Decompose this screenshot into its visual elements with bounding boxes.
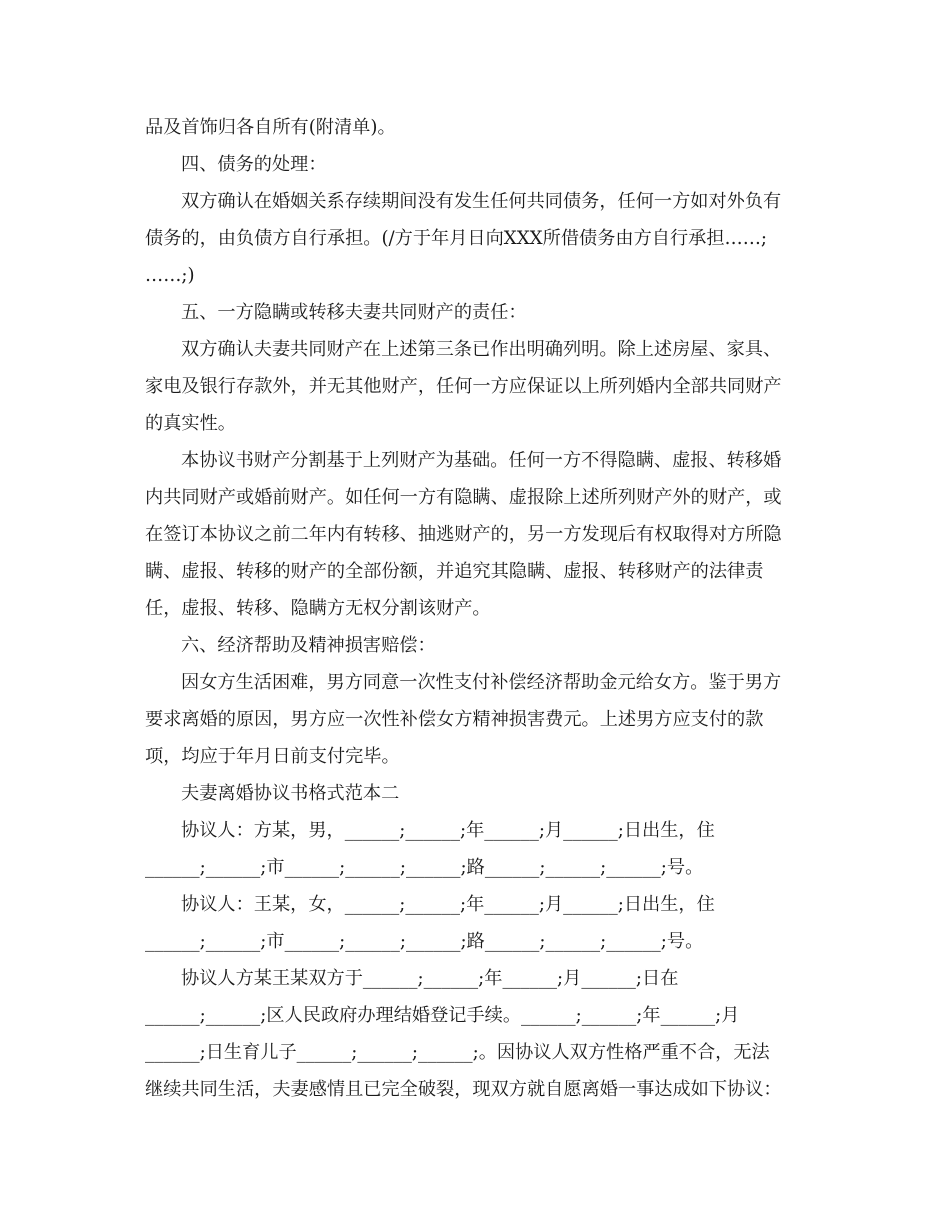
text-line: 因女方生活困难，男方同意一次性支付补偿经济帮助金元给女方。鉴于男方 (181, 672, 782, 693)
template-title: 夫妻离婚协议书格式范本二 (181, 783, 400, 804)
text-line: 瞒、虚报、转移的财产的全部份额，并追究其隐瞒、虚报、转移财产的法律责 (145, 561, 764, 582)
party-address-line: ______;______;市______;______;______;路______;______;______;号。 (145, 931, 704, 952)
text-line: ______;日生育儿子______;______;______;。因协议人双方性格严重不合，无法 (145, 1042, 770, 1063)
text-line: 的真实性。 (145, 413, 236, 434)
text-line: ……;) (145, 265, 195, 286)
text-line: 要求离婚的原因，男方应一次性补偿女方精神损害费元。上述男方应支付的款 (145, 709, 764, 730)
section-heading-compensation: 六、经济帮助及精神损害赔偿： (181, 635, 436, 656)
text-line: 双方确认夫妻共同财产在上述第三条已作出明确列明。除上述房屋、家具、 (181, 339, 782, 360)
party-line: 协议人：方某，男，______;______;年______;月______;日出生，住 (181, 820, 715, 841)
text-line: 债务的，由负债方自行承担。(/方于年月日向XXX所借债务由方自行承担……; (145, 228, 768, 249)
text-line: 内共同财产或婚前财产。如任何一方有隐瞒、虚报除上述所列财产外的财产，或 (145, 487, 782, 508)
text-line: 协议人方某王某双方于______;______;年______;月______;日在 (181, 968, 679, 989)
section-heading-debts: 四、债务的处理： (181, 154, 327, 175)
party-line: 协议人：王某，女，______;______;年______;月______;日出生，住 (181, 894, 715, 915)
text-line: ______;______;区人民政府办理结婚登记手续。______;______;年______;月 (145, 1005, 740, 1026)
section-heading-concealment: 五、一方隐瞒或转移夫妻共同财产的责任： (181, 302, 527, 323)
text-line: 继续共同生活，夫妻感情且已完全破裂，现双方就自愿离婚一事达成如下协议： (145, 1079, 782, 1100)
text-line: 在签订本协议之前二年内有转移、抽逃财产的，另一方发现后有权取得对方所隐 (145, 524, 782, 545)
text-line: 任，虚报、转移、隐瞒方无权分割该财产。 (145, 598, 491, 619)
text-line: 双方确认在婚姻关系存续期间没有发生任何共同债务，任何一方如对外负有 (181, 191, 782, 212)
text-line: 项，均应于年月日前支付完毕。 (145, 746, 400, 767)
text-line: 家电及银行存款外，并无其他财产，任何一方应保证以上所列婚内全部共同财产 (145, 376, 782, 397)
text-line: 品及首饰归各自所有(附清单)。 (145, 117, 396, 138)
party-address-line: ______;______;市______;______;______;路______;______;______;号。 (145, 857, 704, 878)
text-line: 本协议书财产分割基于上列财产为基础。任何一方不得隐瞒、虚报、转移婚 (181, 450, 782, 471)
